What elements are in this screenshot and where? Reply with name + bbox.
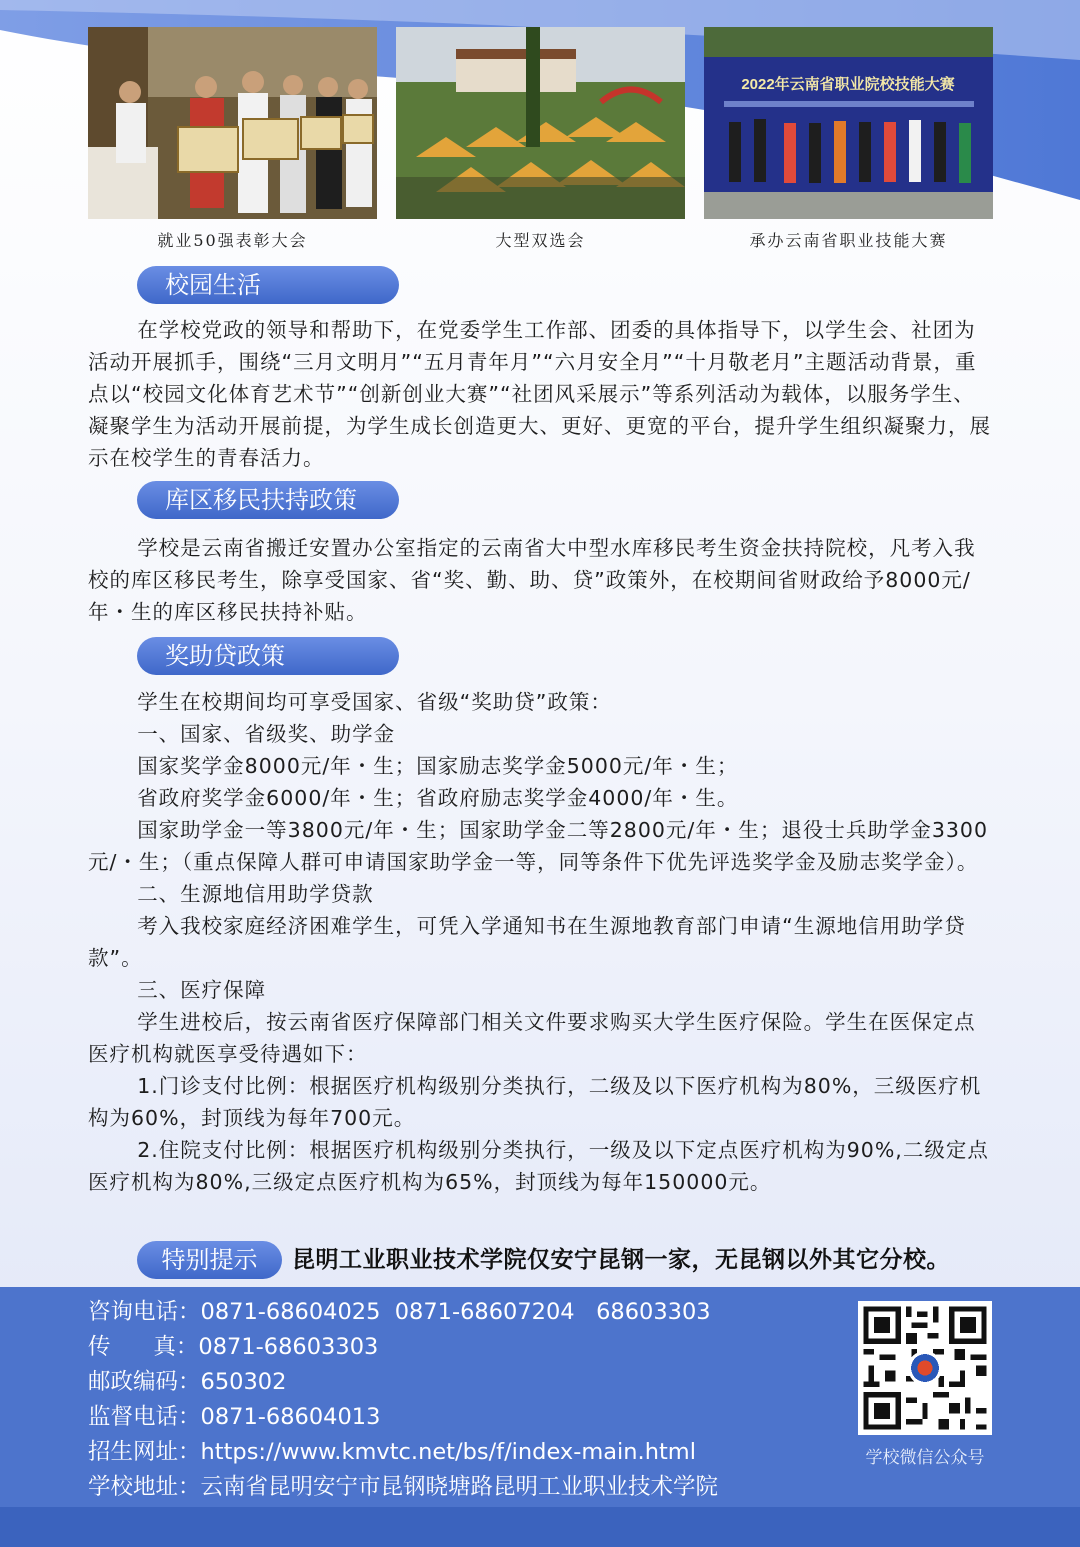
reservoir-policy-text: 学校是云南省搬迁安置办公室指定的云南省大中型水库移民考生资金扶持院校，凡考入我校的库区移民考生，除享受国家、省“奖、勤、助、贷”政策外，在校期间省财政给予8000元/年・生的库区移民扶持补贴。 bbox=[88, 536, 976, 624]
contest-banner-title: 2022年云南省职业院校技能大赛 bbox=[741, 76, 955, 93]
campus-life-body bbox=[88, 314, 993, 474]
special-tip-text: 昆明工业职业技术学院仅安宁昆钢一家，无昆钢以外其它分校。 bbox=[292, 1247, 950, 1273]
photo-job-fair bbox=[396, 27, 685, 219]
aid-policy-body bbox=[88, 686, 993, 1198]
contact-row bbox=[88, 1295, 718, 1330]
aid-line: 1.门诊支付比例：根据医疗机构级别分类执行，二级及以下医疗机构为80%，三级医疗机构为60%，封顶线为每年700元。 bbox=[88, 1074, 982, 1130]
contact-row bbox=[88, 1365, 718, 1400]
section-heading-campus-life: 校园生活 bbox=[137, 266, 399, 304]
campus-life-text: 在学校党政的领导和帮助下，在党委学生工作部、团委的具体指导下，以学生会、社团为活动开展抓手，围绕“三月文明月”“五月青年月”“六月安全月”“十月敬老月”主题活动背景，重点以“校园文化体育艺术节”“创新创业大赛”“社团风采展示”等系列活动为载体，以服务学生、凝聚学生为活动开展前提，为学生成长创造更大、更好、更宽的平台，提升学生组织凝聚力，展示在校学生的青春活力。 bbox=[88, 318, 991, 470]
aid-line: 省政府奖学金6000/年・生；省政府励志奖学金4000/年・生。 bbox=[137, 786, 739, 810]
photo-award-ceremony bbox=[88, 27, 377, 219]
footer-bottom-band bbox=[0, 1507, 1080, 1547]
contact-footer bbox=[0, 1287, 1080, 1547]
contact-label: 招生网址： bbox=[88, 1439, 201, 1465]
contact-label: 学校地址： bbox=[88, 1474, 201, 1500]
aid-line: 学生在校期间均可享受国家、省级“奖助贷”政策： bbox=[137, 690, 612, 714]
admissions-website-link[interactable]: https://www.kmvtc.net/bs/f/index-main.html bbox=[200, 1439, 696, 1465]
aid-subheading: 一、国家、省级奖、助学金 bbox=[137, 722, 396, 746]
wechat-qr-code bbox=[858, 1301, 992, 1435]
special-tip-label: 特别提示 bbox=[137, 1241, 282, 1279]
aid-subheading: 二、生源地信用助学贷款 bbox=[137, 882, 374, 906]
contact-label: 邮政编码： bbox=[88, 1369, 201, 1395]
photo-skills-contest bbox=[704, 27, 993, 219]
reservoir-policy-body bbox=[88, 532, 993, 628]
aid-subheading: 三、医疗保障 bbox=[137, 978, 267, 1002]
contact-row bbox=[88, 1435, 718, 1470]
aid-line: 国家奖学金8000元/年・生；国家励志奖学金5000元/年・生； bbox=[137, 754, 739, 778]
contact-label: 监督电话： bbox=[88, 1404, 201, 1430]
section-heading-aid-policy: 奖助贷政策 bbox=[137, 637, 399, 675]
contact-row bbox=[88, 1400, 718, 1435]
contact-value: 650302 bbox=[200, 1369, 287, 1395]
qr-caption: 学校微信公众号 bbox=[865, 1448, 985, 1468]
section-heading-reservoir-policy: 库区移民扶持政策 bbox=[137, 481, 399, 519]
contact-label: 传 真： bbox=[88, 1334, 199, 1360]
contact-value: 0871-68604025 0871-68607204 68603303 bbox=[200, 1299, 711, 1325]
contact-label: 咨询电话： bbox=[88, 1299, 201, 1325]
aid-line: 国家助学金一等3800元/年・生；国家助学金二等2800元/年・生；退役士兵助学金3300元/・生；（重点保障人群可申请国家助学金一等，同等条件下优先评选奖学金及励志奖学金）。 bbox=[88, 818, 989, 874]
contact-row bbox=[88, 1470, 718, 1505]
contact-value: 0871-68604013 bbox=[200, 1404, 381, 1430]
aid-line: 2.住院支付比例：根据医疗机构级别分类执行，一级及以下定点医疗机构为90%,二级定点医疗机构为80%,三级定点医疗机构为65%，封顶线为每年150000元。 bbox=[88, 1138, 989, 1194]
photo-caption: 承办云南省职业技能大赛 bbox=[749, 231, 948, 250]
aid-line: 学生进校后，按云南省医疗保障部门相关文件要求购买大学生医疗保险。学生在医保定点医疗机构就医享受待遇如下： bbox=[88, 1010, 976, 1066]
aid-line: 考入我校家庭经济困难学生，可凭入学通知书在生源地教育部门申请“生源地信用助学贷款”。 bbox=[88, 914, 966, 970]
contact-value: 云南省昆明安宁市昆钢晓塘路昆明工业职业技术学院 bbox=[200, 1474, 719, 1500]
photo-caption: 大型双选会 bbox=[495, 231, 586, 250]
contact-row bbox=[88, 1330, 718, 1365]
contact-list bbox=[88, 1295, 718, 1505]
contact-value: 0871-68603303 bbox=[198, 1334, 379, 1360]
photo-caption: 就业50强表彰大会 bbox=[157, 231, 308, 250]
